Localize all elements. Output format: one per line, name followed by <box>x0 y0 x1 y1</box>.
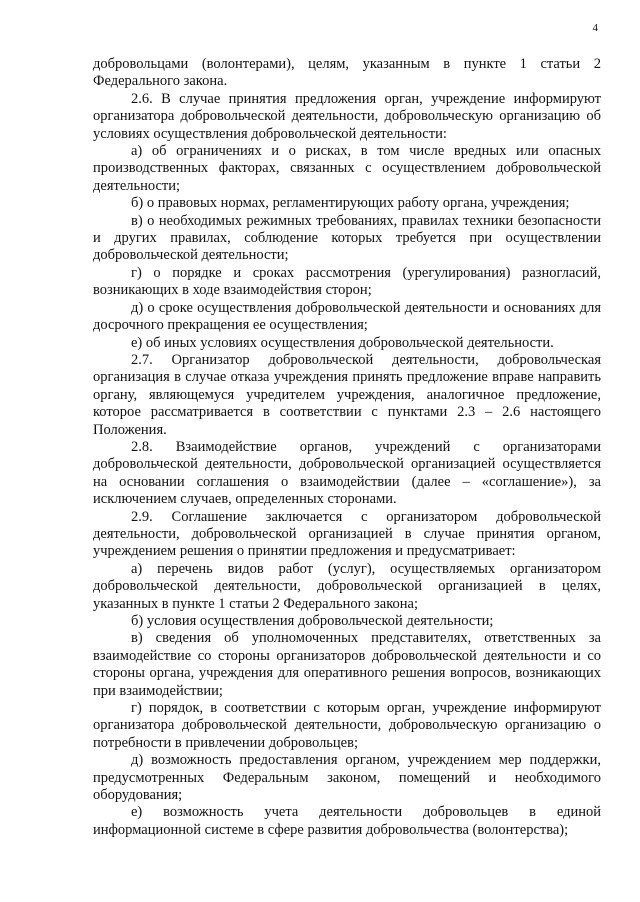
paragraph-continuation: добровольцами (волонтерами), целям, указанным в пункте 1 статьи 2 Федерального закона. <box>93 56 601 90</box>
list-item-2-6-g: г) о порядке и сроках рассмотрения (урегулирования) разногласий, возникающих в ходе взаимодействия сторон; <box>93 264 601 299</box>
list-item-2-6-b: б) о правовых нормах, регламентирующих работу органа, учреждения; <box>131 195 570 212</box>
list-item-2-9-g: г) порядок, в соответствии с которым орган, учреждение информируют организатора добровольческой деятельности, добровольческую организацию о потребности в привлечении добровольцев; <box>93 700 601 751</box>
paragraph-2-8: 2.8. Взаимодействие органов, учреждений с организаторами добровольческой деятельности, добровольческой организацией осуществляется на основании соглашения о взаимодействии (далее – «соглашение»), за исключением случаев, определенных сторонами. <box>93 438 601 508</box>
list-item-2-6-e: е) об иных условиях осуществления добровольческой деятельности. <box>131 334 554 351</box>
list-item-2-9-v: в) сведения об уполномоченных представителях, ответственных за взаимодействие со стороны организаторов добровольческой деятельности и со стороны органа, учреждения для оперативного решения вопросов, возникающих при взаимодействии; <box>93 630 601 699</box>
list-item-2-9-a: а) перечень видов работ (услуг), осуществляемых организатором добровольческой деятельности, добровольческой организацией в целях, указанных в пункте 1 статьи 2 Федерального закона; <box>93 560 601 612</box>
list-item-2-6-a: а) об ограничениях и о рисках, в том числе вредных или опасных производственных факторах, связанных с осуществлением добровольческой деятельности; <box>93 143 601 194</box>
paragraph-2-9: 2.9. Соглашение заключается с организатором добровольческой деятельности, добровольческой организацией в случае принятия органом, учреждением решения о принятии предложения и предусматривает: <box>93 508 601 560</box>
list-item-2-6-d: д) о сроке осуществления добровольческой деятельности и основаниях для досрочного прекращения ее осуществления; <box>93 299 601 334</box>
page-number: 4 <box>592 22 598 34</box>
list-item-2-9-d: д) возможность предоставления органом, учреждением мер поддержки, предусмотренных Федеральным законом, помещений и необходимого оборудования; <box>93 752 601 804</box>
list-item-2-6-v: в) о необходимых режимных требованиях, правилах техники безопасности и других правилах, соблюдение которых требуется при осуществлении добровольческой деятельности; <box>93 212 601 264</box>
list-item-2-9-e: е) возможность учета деятельности добровольцев в единой информационной системе в сфере развития добровольчества (волонтерства); <box>93 804 601 838</box>
document-body <box>93 56 601 839</box>
paragraph-2-6: 2.6. В случае принятия предложения орган, учреждение информируют организатора добровольческой деятельности, добровольческую организацию об условиях осуществления добровольческой деятельности: <box>93 90 601 142</box>
list-item-2-9-b: б) условия осуществления добровольческой деятельности; <box>131 613 494 629</box>
paragraph-2-7: 2.7. Организатор добровольческой деятельности, добровольческая организация в случае отказа учреждения принять предложение вправе направить органу, являющемуся учредителем учреждения, аналогичное предложение, которое рассматривается в соответствии с пунктами 2.3 – 2.6 настоящего Положения. <box>93 351 601 438</box>
